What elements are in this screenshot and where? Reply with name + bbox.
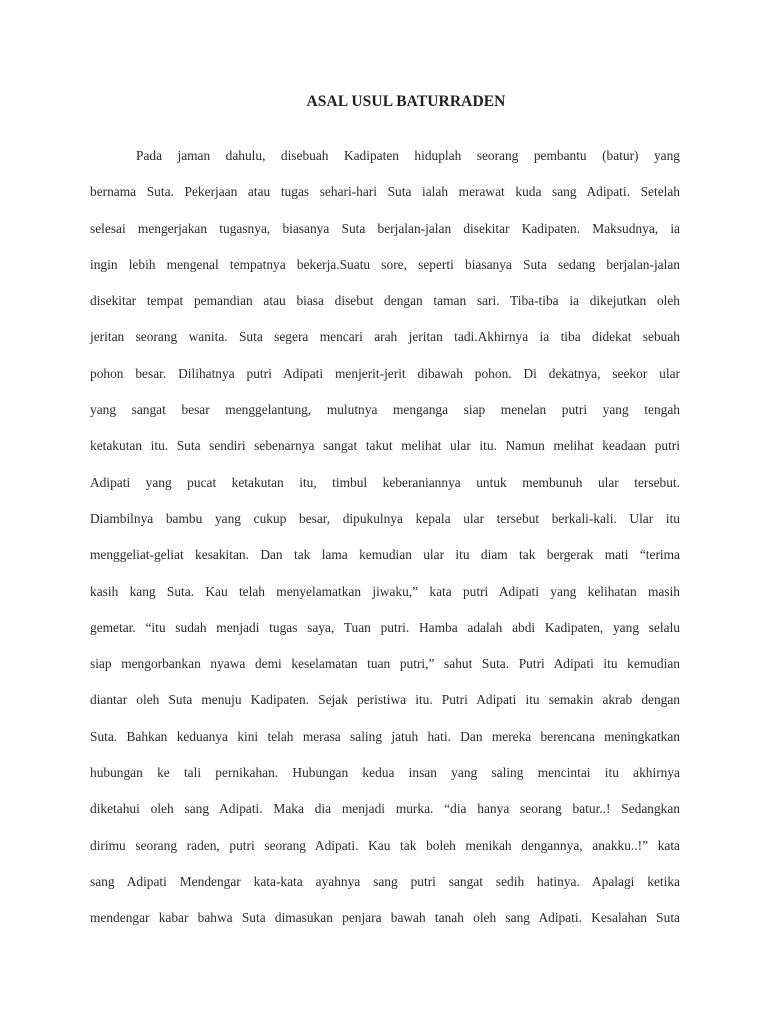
paragraph-line: mendengar kabar bahwa Suta dimasukan penjara bawah tanah oleh sang Adipati. Kesalahan Suta (90, 910, 680, 926)
paragraph-line: hubungan ke tali pernikahan. Hubungan kedua insan yang saling mencintai itu akhirnya (90, 765, 680, 781)
paragraph-line: pohon besar. Dilihatnya putri Adipati menjerit-jerit dibawah pohon. Di dekatnya, seekor ular (90, 365, 680, 381)
paragraph-line: gemetar. “itu sudah menjadi tugas saya, Tuan putri. Hamba adalah abdi Kadipaten, yang selalu (90, 619, 680, 635)
paragraph-line: Adipati yang pucat ketakutan itu, timbul keberaniannya untuk membunuh ular tersebut. (90, 474, 680, 490)
paragraph-line: menggeliat-geliat kesakitan. Dan tak lama kemudian ular itu diam tak bergerak mati “terima (90, 547, 680, 563)
paragraph-line: Pada jaman dahulu, disebuah Kadipaten hiduplah seorang pembantu (batur) yang (136, 148, 680, 163)
paragraph-line: siap mengorbankan nyawa demi keselamatan tuan putri,” sahut Suta. Putri Adipati itu kemudian (90, 656, 680, 672)
paragraph-line: disekitar tempat pemandian atau biasa disebut dengan taman sari. Tiba-tiba ia dikejutkan oleh (90, 293, 680, 309)
paragraph-line: dirimu seorang raden, putri seorang Adipati. Kau tak boleh menikah dengannya, anakku..!” kata (90, 837, 680, 853)
paragraph-line: bernama Suta. Pekerjaan atau tugas sehari-hari Suta ialah merawat kuda sang Adipati. Setelah (90, 184, 680, 200)
story-paragraph (90, 138, 680, 937)
paragraph-line: jeritan seorang wanita. Suta segera mencari arah jeritan tadi.Akhirnya ia tiba didekat sebuah (90, 329, 680, 345)
paragraph-line: ketakutan itu. Suta sendiri sebenarnya sangat takut melihat ular itu. Namun melihat keadaan putri (90, 438, 680, 454)
paragraph-line: ingin lebih mengenal tempatnya bekerja.Suatu sore, seperti biasanya Suta sedang berjalan-jalan (90, 256, 680, 272)
paragraph-line: kasih kang Suta. Kau telah menyelamatkan jiwaku,” kata putri Adipati yang kelihatan masih (90, 583, 680, 599)
paragraph-line: Suta. Bahkan keduanya kini telah merasa saling jatuh hati. Dan mereka berencana meningkatkan (90, 728, 680, 744)
paragraph-line: diantar oleh Suta menuju Kadipaten. Sejak peristiwa itu. Putri Adipati itu semakin akrab dengan (90, 692, 680, 708)
paragraph-line: diketahui oleh sang Adipati. Maka dia menjadi murka. “dia hanya seorang batur..! Sedangkan (90, 801, 680, 817)
paragraph-line: Diambilnya bambu yang cukup besar, dipukulnya kepala ular tersebut berkali-kali. Ular itu (90, 510, 680, 526)
paragraph-line: selesai mengerjakan tugasnya, biasanya Suta berjalan-jalan disekitar Kadipaten. Maksudnya, ia (90, 220, 680, 236)
paragraph-line: yang sangat besar menggelantung, mulutnya menganga siap menelan putri yang tengah (90, 402, 680, 418)
paragraph-line: sang Adipati Mendengar kata-kata ayahnya sang putri sangat sedih hatinya. Apalagi ketika (90, 873, 680, 889)
document-title: ASAL USUL BATURRADEN (306, 93, 506, 110)
